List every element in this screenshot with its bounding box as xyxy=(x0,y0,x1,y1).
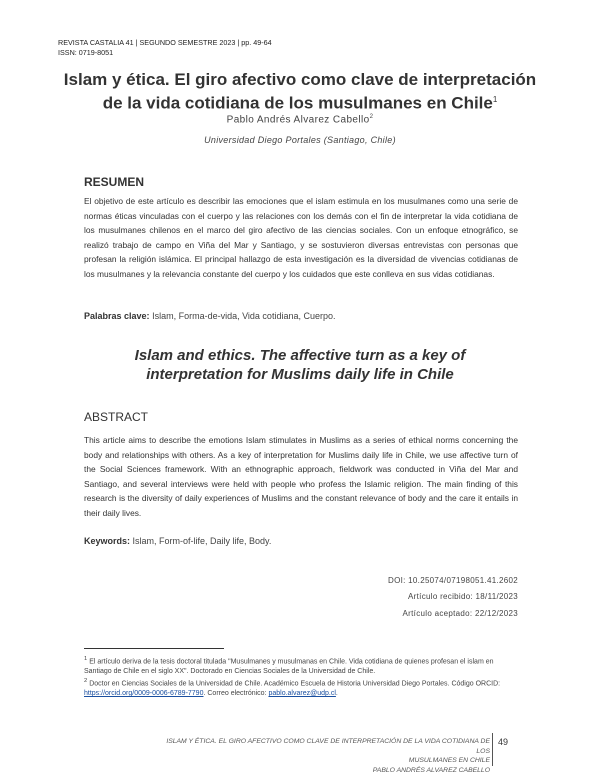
title-line-2: de la vida cotidiana de los musulmanes en Chile xyxy=(102,93,493,113)
journal-header xyxy=(58,38,272,58)
author xyxy=(0,114,600,125)
received-date: Artículo recibido: 18/11/2023 xyxy=(408,592,518,601)
english-title xyxy=(90,346,510,384)
footnote-1-text: El artículo deriva de la tesis doctoral titulada "Musulmanes y musulmanas en Chile. Vida cotidiana de quienes profesan el islam en Santiago de Chile en el siglo XX". Doctorado en Ciencias Sociales de la Universidad de Chile. xyxy=(84,658,494,676)
journal-issn: ISSN: 0719-8051 xyxy=(58,48,114,57)
accepted-date: Artículo aceptado: 22/12/2023 xyxy=(402,609,518,618)
footnote-2-end: . xyxy=(335,690,338,698)
english-title-line-2: interpretation for Muslims daily life in Chile xyxy=(146,366,454,383)
footnote-1-mark: 1 xyxy=(84,656,88,662)
journal-issue: REVISTA CASTALIA 41 | SEGUNDO SEMESTRE 2023 | pp. 49-64 xyxy=(58,38,272,47)
article-title xyxy=(60,70,540,114)
abstract-heading: ABSTRACT xyxy=(84,410,149,424)
english-title-line-1: Islam and ethics. The affective turn as a key of xyxy=(134,347,466,364)
keywords-es xyxy=(84,311,335,321)
orcid-link[interactable]: https://orcid.org/0009-0006-6789-7790 xyxy=(84,690,204,698)
running-head-divider xyxy=(492,733,493,766)
affiliation: Universidad Diego Portales (Santiago, Chile) xyxy=(204,135,396,145)
keywords-en-label: Keywords: xyxy=(84,536,131,546)
running-head xyxy=(160,737,490,775)
keywords-en xyxy=(84,536,271,546)
title-footnote-mark[interactable]: 1 xyxy=(492,95,498,104)
title-line-1: Islam y ética. El giro afectivo como clave de interpretación xyxy=(63,70,537,89)
keywords-es-label: Palabras clave: xyxy=(84,311,150,321)
footnote-2-mark: 2 xyxy=(84,677,88,684)
author-footnote-mark[interactable]: 2 xyxy=(369,114,374,120)
doi: DOI: 10.25074/07198051.41.2602 xyxy=(388,576,518,585)
email-link[interactable]: pablo.alvarez@udp.cl xyxy=(268,690,336,698)
footnote-1 xyxy=(84,655,518,677)
running-head-line-1: ISLAM Y ÉTICA. EL GIRO AFECTIVO COMO CLAVE DE INTERPRETACIÓN DE LA VIDA COTIDIANA DE LOS xyxy=(166,738,490,755)
resumen-heading: RESUMEN xyxy=(84,175,145,189)
abstract-body: This article aims to describe the emotions Islam stimulates in Muslims as a series of ethical norms concerning the body and relationships with others. As a key of interpretation for Muslims daily life in Chile, we use affective turn of the Social Sciences framework. With an ethnographic approach, fieldwork was conducted in Viña del Mar and Santiago, and several interviews were held with people who profess the Islamic religion. The main finding of this research is the diversity of daily experiences of Muslims and the constant relevance of body and the care it entails in their daily lives. xyxy=(84,435,518,518)
resumen-body: El objetivo de este artículo es describir las emociones que el islam estimula en los musulmanes como una serie de normas éticas vinculadas con el cuerpo y las relaciones con los demás con el fin de interpretar la vida cotidiana de los musulmanes chilenos en el marco del giro afectivo de las ciencias sociales. Con un enfoque etnográfico, se realizó trabajo de campo en Viña del Mar y Santiago, y se sostuvieron diversas entrevistas con personas que profesan la religión islámica. El principal hallazgo de esta investigación es la diversidad de vivencias cotidianas de los musulmanes y la relevancia constante del cuerpo y los cuidados que este conlleva en sus vidas cotidianas. xyxy=(84,196,518,279)
footnote-2-email-label: . Correo electrónico: xyxy=(203,690,267,698)
footnotes xyxy=(84,655,518,699)
footnote-2 xyxy=(84,677,518,699)
keywords-es-value: Islam, Forma-de-vida, Vida cotidiana, Cuerpo. xyxy=(152,311,336,321)
page-number: 49 xyxy=(498,737,509,747)
footnote-divider xyxy=(84,648,224,649)
keywords-en-value: Islam, Form-of-life, Daily life, Body. xyxy=(132,536,272,546)
running-head-line-3: PABLO ANDRÉS ALVAREZ CABELLO xyxy=(372,766,490,774)
author-name: Pablo Andrés Alvarez Cabello xyxy=(226,114,370,126)
footnote-2-text: Doctor en Ciencias Sociales de la Universidad de Chile. Académico Escuela de Historia Universidad Diego Portales. Código ORCID: xyxy=(89,680,501,688)
running-head-line-2: MUSULMANES EN CHILE xyxy=(408,757,490,764)
